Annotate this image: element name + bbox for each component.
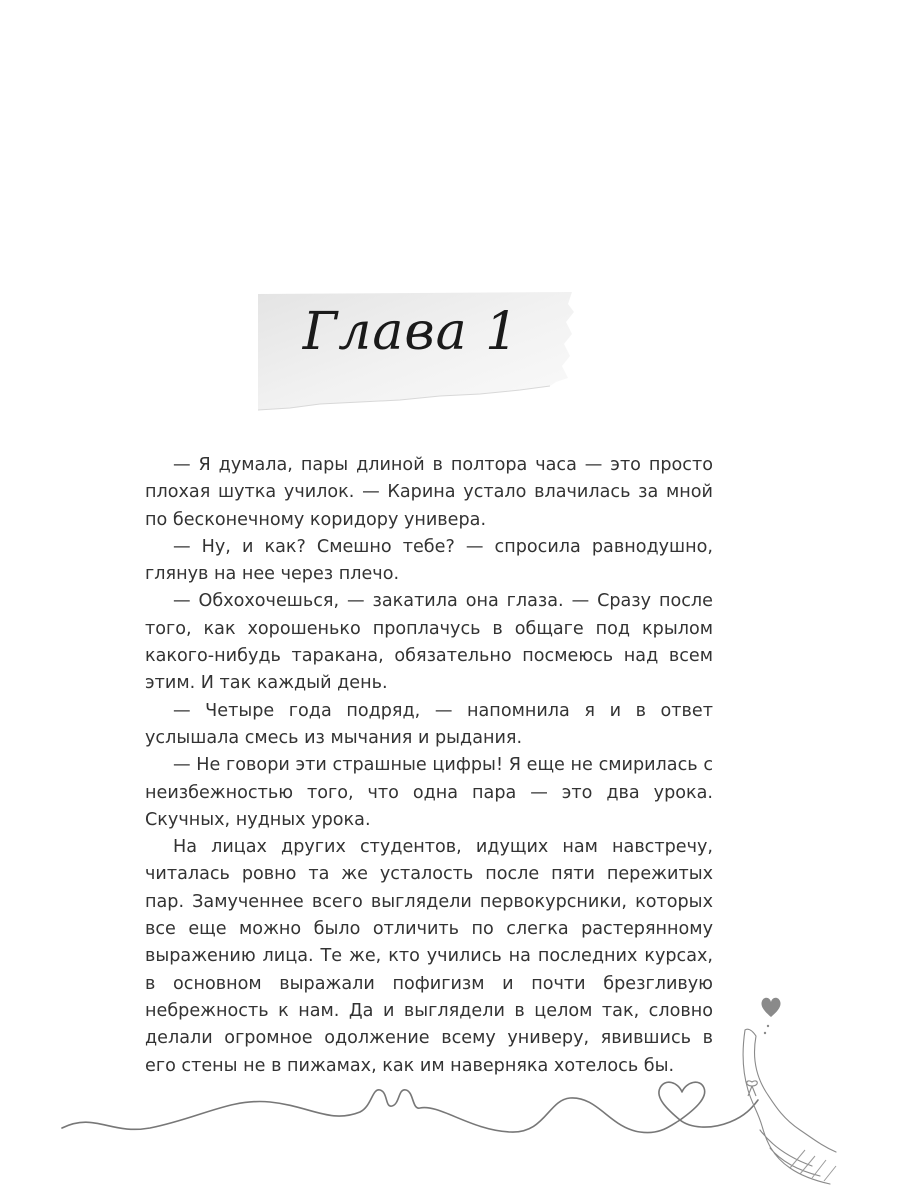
paragraph: — Обхохочешься, — закатила она глаза. — Сразу после того, как хорошенько проплачусь в общаге под крылом какого-нибудь таракана, обязательно посмеюсь над всем этим. И так каждый день. xyxy=(145,591,713,694)
hand-illustration-icon xyxy=(743,1029,836,1184)
paragraph: — Не говори эти страшные цифры! Я еще не смирилась с неизбежностью того, что одна пара — это два урока. Скучных, нудных урока. xyxy=(145,755,713,830)
chapter-title: Глава 1 xyxy=(302,302,520,362)
paragraph: — Я думала, пары длиной в полтора часа — это просто плохая шутка училок. — Карина устало влачилась за мной по бесконечному коридору универа. xyxy=(145,455,713,530)
paragraph: На лицах других студентов, идущих нам навстречу, читалась ровно та же усталость после пяти пережитых пар. Замученнее всего выглядели первокурсники, которых все еще можно было отличить по слегка растерянному выражению лица. Те же, кто учились на последних курсах, в основном выражали пофигизм и почти брезгливую небрежность к нам. Да и выглядели в целом так, словно делали огромное одолжение всему универу, явившись в его стены не в пижамах, как им наверняка хотелось бы. xyxy=(145,837,713,1076)
heart-loop-icon xyxy=(659,1082,758,1127)
wavy-line-icon xyxy=(62,1090,680,1133)
paragraph: — Четыре года подряд, — напомнила я и в ответ услышала смесь из мычания и рыдания. xyxy=(145,700,713,748)
heart-icon xyxy=(761,998,780,1017)
paragraph: — Ну, и как? Смешно тебе? — спросила равнодушно, глянув на нее через плечо. xyxy=(145,536,713,585)
